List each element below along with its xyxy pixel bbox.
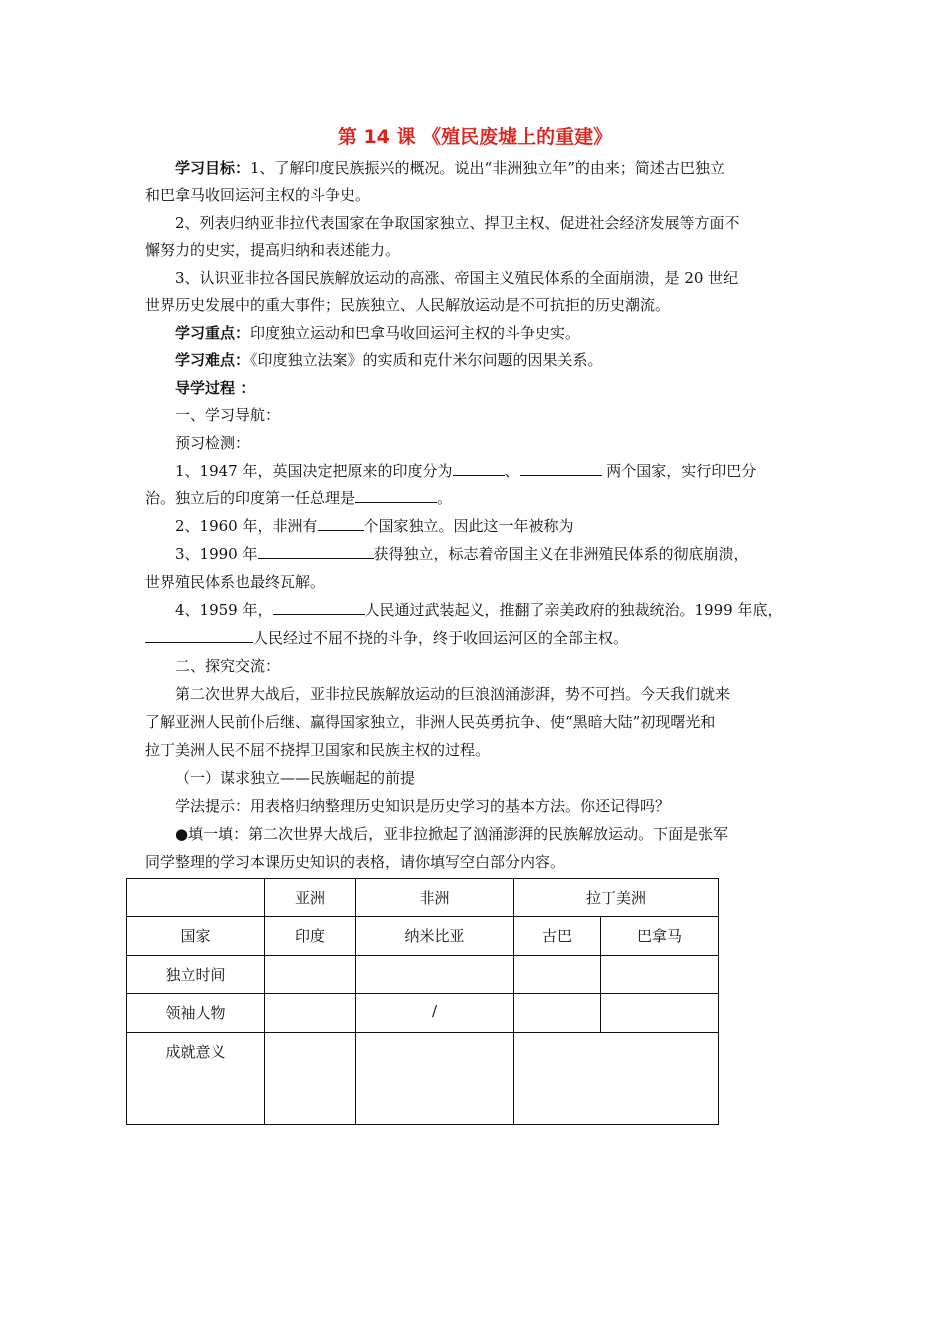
table-cell-panama: 巴拿马 — [601, 917, 719, 956]
blank-2-count[interactable] — [318, 516, 364, 531]
section-1-heading: 一、学习导航： — [175, 406, 281, 424]
question-3-text-b: 获得独立，标志着帝国主义在非洲殖民体系的彻底崩溃， — [373, 545, 749, 563]
table-input-cell[interactable] — [265, 994, 356, 1033]
table-label-country: 国家 — [127, 917, 265, 956]
table-header-africa: 非洲 — [356, 879, 514, 917]
method-tip: 学法提示：用表格归纳整理历史知识是历史学习的基本方法。你还记得吗？ — [175, 797, 671, 815]
table-input-cell[interactable] — [514, 1033, 719, 1125]
table-cell-namibia: 纳米比亚 — [356, 917, 514, 956]
goal-2-line-1: 2、列表归纳亚非拉代表国家在争取国家独立、捍卫主权、促进社会经济发展等方面不 — [175, 214, 740, 232]
table-cell-slash: / — [356, 994, 514, 1033]
table-input-cell[interactable] — [601, 956, 719, 994]
blank-3-country[interactable] — [258, 544, 374, 559]
goal-1-line-2: 和巴拿马收回运河主权的斗争史。 — [145, 186, 371, 204]
independence-table — [126, 878, 719, 1125]
table-input-cell[interactable] — [514, 994, 601, 1033]
focus-line — [175, 323, 580, 343]
table-input-cell[interactable] — [514, 956, 601, 994]
table-input-cell[interactable] — [601, 994, 719, 1033]
question-1-line-1 — [175, 461, 756, 481]
question-3-line-2: 世界殖民体系也最终瓦解。 — [145, 573, 326, 591]
goal-1-line-1 — [175, 158, 725, 178]
blank-4-people-a[interactable] — [273, 600, 365, 615]
blank-1-country-a[interactable] — [453, 461, 505, 476]
table-input-cell[interactable] — [265, 1033, 356, 1125]
question-4-line-1 — [175, 600, 782, 620]
question-1-text-a: 1、1947 年，英国决定把原来的印度分为 — [175, 462, 453, 480]
subsection-1-heading: （一）谋求独立——民族崛起的前提 — [175, 769, 416, 787]
question-1-end: 。 — [437, 489, 453, 507]
focus-text: 印度独立运动和巴拿马收回运河主权的斗争史实。 — [250, 324, 581, 342]
question-4-text-b: 人民通过武装起义，推翻了亲美政府的独裁统治。1999 年底， — [364, 601, 783, 619]
table-cell-india: 印度 — [265, 917, 356, 956]
question-2-text-b: 个国家独立。因此这一年被称为 — [363, 517, 574, 535]
focus-label: 学习重点： — [175, 324, 251, 342]
question-1-separator: 、 — [504, 462, 520, 480]
table-input-cell[interactable] — [356, 956, 514, 994]
blank-1-prime-minister[interactable] — [355, 488, 437, 503]
preview-heading: 预习检测： — [175, 434, 251, 452]
process-label: 导学过程 ： — [175, 379, 256, 397]
table-label-achievement: 成就意义 — [127, 1033, 265, 1125]
table-input-cell[interactable] — [356, 1033, 514, 1125]
table-label-leader: 领袖人物 — [127, 994, 265, 1033]
goal-1-text-a: 1、了解印度民族振兴的概况。说出“非洲独立年”的由来；简述古巴独立 — [250, 159, 725, 177]
question-4-text-a: 4、1959 年， — [175, 601, 273, 619]
table-header-asia: 亚洲 — [265, 879, 356, 917]
difficulty-text: 《印度独立法案》的实质和克什米尔问题的因果关系。 — [250, 351, 603, 369]
question-1-line-2 — [145, 488, 452, 508]
table-input-cell[interactable] — [265, 956, 356, 994]
table-label-independence-time: 独立时间 — [127, 956, 265, 994]
paragraph-line-3: 拉丁美洲人民不屈不挠捍卫国家和民族主权的过程。 — [145, 741, 491, 759]
blank-4-people-b[interactable] — [145, 628, 253, 643]
table-header-latin-america: 拉丁美洲 — [514, 879, 719, 917]
table-cell-cuba: 古巴 — [514, 917, 601, 956]
question-4-line-2 — [145, 628, 628, 648]
table-row-leader — [127, 994, 719, 1033]
question-3-text-a: 3、1990 年 — [175, 545, 258, 563]
fill-in-line-2: 同学整理的学习本课历史知识的表格，请你填写空白部分内容。 — [145, 853, 566, 871]
difficulty-line — [175, 350, 603, 370]
paragraph-line-2: 了解亚洲人民前仆后继、赢得国家独立，非洲人民英勇抗争、使“黑暗大陆”初现曙光和 — [145, 713, 716, 731]
goals-label: 学习目标： — [175, 159, 251, 177]
paragraph-line-1: 第二次世界大战后，亚非拉民族解放运动的巨浪汹涌澎湃，势不可挡。今天我们就来 — [175, 685, 731, 703]
fill-in-line-1: ●填一填：第二次世界大战后，亚非拉掀起了汹涌澎湃的民族解放运动。下面是张军 — [175, 825, 729, 843]
lesson-title: 第 14 课 《殖民废墟上的重建》 — [337, 126, 613, 148]
question-2-text-a: 2、1960 年，非洲有 — [175, 517, 318, 535]
question-1-text-c: 治。独立后的印度第一任总理是 — [145, 489, 356, 507]
goal-3-line-2: 世界历史发展中的重大事件；民族独立、人民解放运动是不可抗拒的历史潮流。 — [145, 296, 671, 314]
blank-1-country-b[interactable] — [520, 461, 602, 476]
question-2-line — [175, 516, 574, 536]
table-row-region — [127, 879, 719, 917]
question-4-text-c: 人民经过不屈不挠的斗争，终于收回运河区的全部主权。 — [253, 629, 629, 647]
difficulty-label: 学习难点： — [175, 351, 251, 369]
table-row-independence-time — [127, 956, 719, 994]
table-row-achievement — [127, 1033, 719, 1125]
goal-3-line-1: 3、认识亚非拉各国民族解放运动的高涨、帝国主义殖民体系的全面崩溃，是 20 世纪 — [175, 269, 739, 287]
question-1-text-b: 两个国家，实行印巴分 — [606, 462, 757, 480]
question-3-line-1 — [175, 544, 749, 564]
table-row-country — [127, 917, 719, 956]
goal-2-line-2: 懈努力的史实，提高归纳和表述能力。 — [145, 241, 401, 259]
section-2-heading: 二、探究交流： — [175, 657, 281, 675]
table-cell-empty — [127, 879, 265, 917]
